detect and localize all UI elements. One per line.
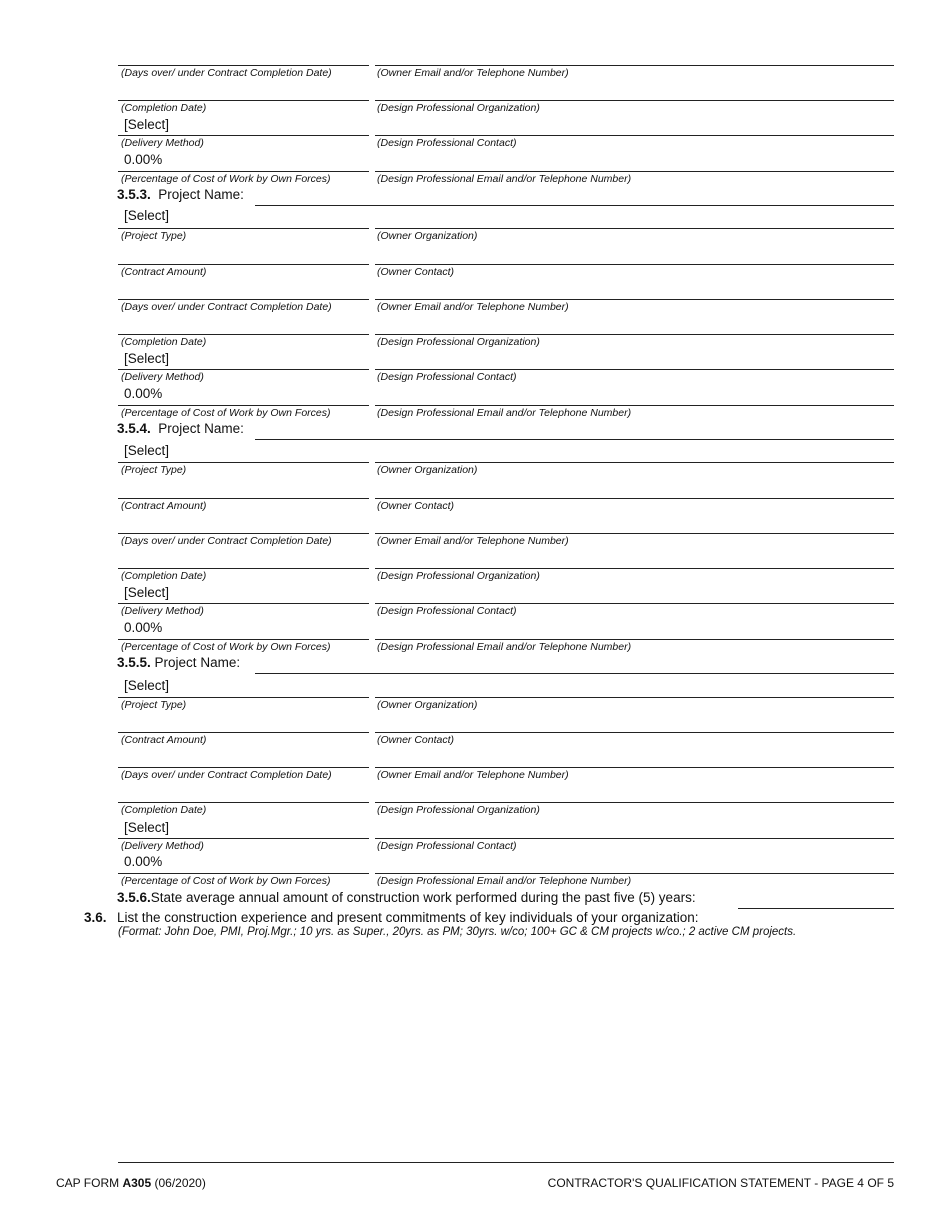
days-over-under-label: (Days over/ under Contract Completion Date) (121, 67, 332, 79)
project-name-field[interactable] (255, 439, 894, 440)
completion-date-label: (Completion Date) (121, 102, 207, 114)
contract-amount-label: (Contract Amount) (121, 266, 207, 278)
design-email-field[interactable] (375, 639, 894, 640)
project-number: 3.5.5. (117, 655, 151, 670)
design-org-label: (Design Professional Organization) (377, 102, 540, 114)
owner-org-field[interactable] (375, 462, 894, 463)
delivery-method-select[interactable]: [Select] (124, 585, 170, 600)
section-36-format-note: (Format: John Doe, PMI, Proj.Mgr.; 10 yrs. as Super., 20yrs. as PM; 30yrs. w/co; 100+ GC & CM projects w/co.; 2 active CM projects. (118, 926, 797, 938)
pct-own-forces-label: (Percentage of Cost of Work by Own Forces) (121, 641, 331, 653)
design-email-field[interactable] (375, 171, 894, 172)
design-email-label: (Design Professional Email and/or Telephone Number) (377, 407, 632, 419)
pct-own-forces-input[interactable]: 0.00% (124, 620, 163, 635)
project-type-select[interactable]: [Select] (124, 443, 170, 458)
design-email-field[interactable] (375, 873, 894, 874)
days-over-under-field[interactable] (118, 299, 369, 300)
project-name-label: Project Name: (158, 421, 244, 436)
completion-date-label: (Completion Date) (121, 570, 207, 582)
days-over-under-label: (Days over/ under Contract Completion Date) (121, 301, 332, 313)
design-org-field[interactable] (375, 100, 894, 101)
owner-email-label: (Owner Email and/or Telephone Number) (377, 67, 569, 79)
contract-amount-field[interactable] (118, 498, 369, 499)
days-over-under-field[interactable] (118, 767, 369, 768)
owner-email-label: (Owner Email and/or Telephone Number) (377, 535, 569, 547)
project-type-select[interactable]: [Select] (124, 208, 170, 223)
design-contact-label: (Design Professional Contact) (377, 840, 517, 852)
project-number: 3.5.3. (117, 187, 151, 202)
project-name-label: Project Name: (158, 187, 244, 202)
owner-email-label: (Owner Email and/or Telephone Number) (377, 301, 569, 313)
design-org-field[interactable] (375, 802, 894, 803)
days-over-under-label: (Days over/ under Contract Completion Date) (121, 769, 332, 781)
design-org-label: (Design Professional Organization) (377, 804, 540, 816)
owner-email-label: (Owner Email and/or Telephone Number) (377, 769, 569, 781)
project-title (117, 187, 244, 203)
pct-own-forces-label: (Percentage of Cost of Work by Own Forces) (121, 173, 331, 185)
delivery-method-select[interactable]: [Select] (124, 820, 170, 835)
design-org-label: (Design Professional Organization) (377, 336, 540, 348)
owner-contact-field[interactable] (375, 732, 894, 733)
owner-contact-label: (Owner Contact) (377, 266, 455, 278)
delivery-method-label: (Delivery Method) (121, 605, 204, 617)
form-id (56, 1176, 206, 1190)
days-over-under-label: (Days over/ under Contract Completion Date) (121, 535, 332, 547)
contract-amount-field[interactable] (118, 264, 369, 265)
pct-own-forces-label: (Percentage of Cost of Work by Own Forces) (121, 407, 331, 419)
design-email-label: (Design Professional Email and/or Telephone Number) (377, 641, 632, 653)
owner-email-field[interactable] (375, 533, 894, 534)
days-over-under-field[interactable] (118, 533, 369, 534)
project-title (117, 655, 240, 671)
completion-date-label: (Completion Date) (121, 804, 207, 816)
project-type-label: (Project Type) (121, 699, 187, 711)
project-title (117, 421, 244, 437)
footer-divider (118, 1162, 894, 1163)
design-contact-field[interactable] (375, 603, 894, 604)
design-org-label: (Design Professional Organization) (377, 570, 540, 582)
project-name-field[interactable] (255, 205, 894, 206)
project-number: 3.5.4. (117, 421, 151, 436)
design-contact-field[interactable] (375, 369, 894, 370)
completion-date-field[interactable] (118, 334, 369, 335)
delivery-method-label: (Delivery Method) (121, 371, 204, 383)
owner-contact-label: (Owner Contact) (377, 734, 455, 746)
section-36-text: List the construction experience and present commitments of key individuals of your organization: (117, 910, 699, 925)
design-contact-label: (Design Professional Contact) (377, 137, 517, 149)
owner-email-field[interactable] (375, 767, 894, 768)
form-date: (06/2020) (151, 1176, 206, 1190)
design-contact-label: (Design Professional Contact) (377, 371, 517, 383)
design-contact-field[interactable] (375, 135, 894, 136)
owner-org-label: (Owner Organization) (377, 699, 478, 711)
design-email-label: (Design Professional Email and/or Telephone Number) (377, 875, 632, 887)
section-356-number: 3.5.6. (117, 890, 151, 905)
owner-contact-field[interactable] (375, 264, 894, 265)
page-title: CONTRACTOR'S QUALIFICATION STATEMENT - PAGE 4 OF 5 (547, 1176, 894, 1190)
pct-own-forces-input[interactable]: 0.00% (124, 152, 163, 167)
form-prefix: CAP FORM (56, 1176, 123, 1190)
section-356-question: State average annual amount of construction work performed during the past five (5) years: (150, 890, 696, 905)
contract-amount-label: (Contract Amount) (121, 500, 207, 512)
project-type-label: (Project Type) (121, 230, 187, 242)
contract-amount-label: (Contract Amount) (121, 734, 207, 746)
project-name-label: Project Name: (154, 655, 241, 670)
pct-own-forces-input[interactable]: 0.00% (124, 386, 163, 401)
completion-date-field[interactable] (118, 568, 369, 569)
section-36-number: 3.6. (84, 910, 107, 925)
completion-date-label: (Completion Date) (121, 336, 207, 348)
owner-contact-label: (Owner Contact) (377, 500, 455, 512)
design-org-field[interactable] (375, 568, 894, 569)
owner-org-label: (Owner Organization) (377, 464, 478, 476)
pct-own-forces-label: (Percentage of Cost of Work by Own Forces) (121, 875, 331, 887)
project-type-select[interactable]: [Select] (124, 678, 170, 693)
contract-amount-field[interactable] (118, 732, 369, 733)
design-org-field[interactable] (375, 334, 894, 335)
owner-email-field[interactable] (375, 299, 894, 300)
owner-org-field[interactable] (375, 228, 894, 229)
delivery-method-label: (Delivery Method) (121, 137, 204, 149)
owner-contact-field[interactable] (375, 498, 894, 499)
average-annual-amount-field[interactable] (738, 908, 894, 909)
delivery-method-label: (Delivery Method) (121, 840, 204, 852)
section-356-text (117, 890, 696, 906)
owner-org-label: (Owner Organization) (377, 230, 478, 242)
design-email-field[interactable] (375, 405, 894, 406)
delivery-method-select[interactable]: [Select] (124, 351, 170, 366)
pct-own-forces-input[interactable]: 0.00% (124, 854, 163, 869)
completion-date-field[interactable] (118, 100, 369, 101)
project-name-field[interactable] (255, 673, 894, 674)
design-contact-field[interactable] (375, 838, 894, 839)
design-email-label: (Design Professional Email and/or Telephone Number) (377, 173, 632, 185)
owner-org-field[interactable] (375, 697, 894, 698)
delivery-method-select[interactable]: [Select] (124, 117, 170, 132)
project-type-label: (Project Type) (121, 464, 187, 476)
completion-date-field[interactable] (118, 802, 369, 803)
form-code: A305 (122, 1176, 152, 1190)
design-contact-label: (Design Professional Contact) (377, 605, 517, 617)
